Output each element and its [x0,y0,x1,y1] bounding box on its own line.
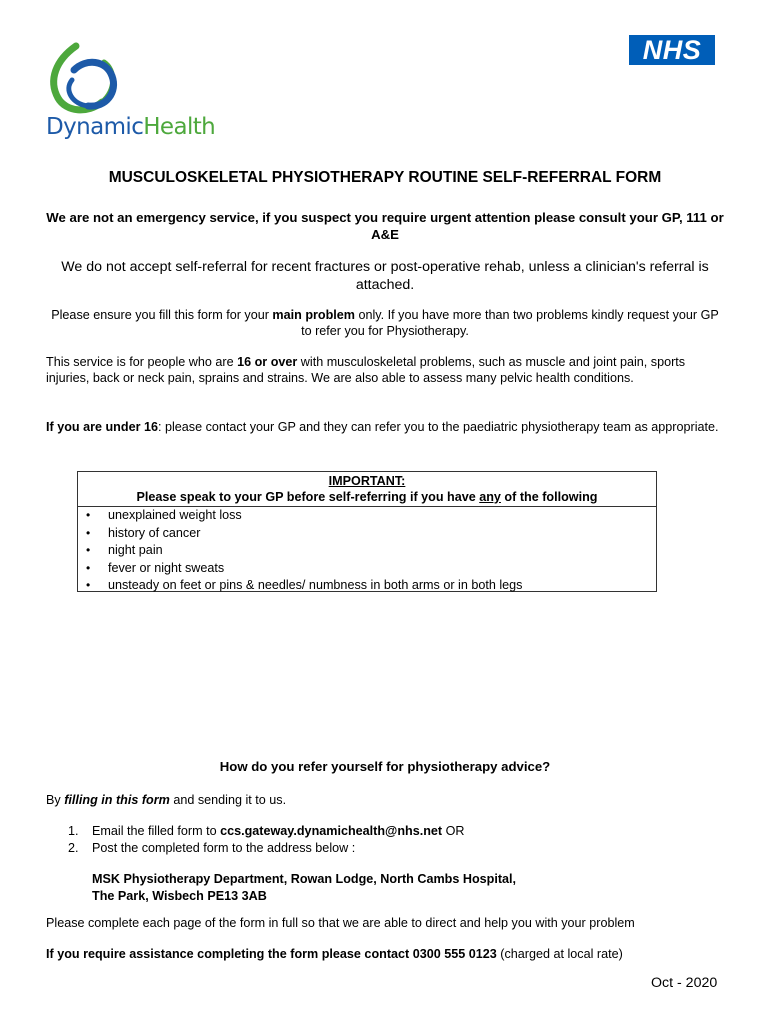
list-item: • history of cancer [108,525,656,543]
email-link[interactable]: ccs.gateway.dynamichealth@nhs.net [220,824,443,838]
complete-notice: Please complete each page of the form in full so that we are able to direct and help you with your problem [46,916,635,930]
logo-text: DynamicHealth [46,114,216,140]
important-box-header [78,472,656,507]
postal-address: MSK Physiotherapy Department, Rowan Lodge, North Cambs Hospital, The Park, Wisbech PE13 3AB [92,872,517,903]
list-item: • night pain [108,542,656,560]
main-problem-notice: Please ensure you fill this form for your main problem only. If you have more than two problems kindly request your GP to refer you for Physiotherapy. [51,308,719,338]
dynamic-health-swirl-icon [46,40,136,120]
page-title: MUSCULOSKELETAL PHYSIOTHERAPY ROUTINE SELF-REFERRAL FORM [108,169,662,186]
assistance-notice: If you require assistance completing the form please contact 0300 555 0123 (charged at local rate) [46,947,623,961]
list-item: • fever or night sweats [108,560,656,578]
list-item: 2. Post the completed form to the address below : [68,841,356,855]
dynamic-health-logo [44,40,234,150]
red-flag-list [78,507,656,595]
list-item: • unsteady on feet or pins & needles/ numbness in both arms or in both legs [108,577,656,595]
important-heading: IMPORTANT: [328,474,406,488]
emergency-notice: We are not an emergency service, if you suspect you require urgent attention please consult your GP, 111 or A&E [46,210,724,242]
steps-list [46,823,724,857]
how-intro: By filling in this form and sending it to us. [46,793,287,807]
important-box [77,471,657,592]
under-16-notice: If you are under 16: please contact your GP and they can refer you to the paediatric physiotherapy team as appropriate. [46,420,719,434]
nhs-logo: NHS [629,35,715,65]
form-date: Oct - 2020 [651,975,718,991]
list-item: • unexplained weight loss [108,507,656,525]
important-subheading: Please speak to your GP before self-referring if you have any of the following [136,490,598,504]
service-description: This service is for people who are 16 or over with musculoskeletal problems, such as muscle and joint pain, sports injuries, back or neck pain, sprains and strains. We are also able to assess many pelvic health conditions. [46,355,686,385]
no-accept-notice: We do not accept self-referral for recent fractures or post-operative rehab, unless a clinician's referral is attached. [61,259,709,293]
list-item: 1. Email the filled form to ccs.gateway.dynamichealth@nhs.net OR [68,824,465,838]
how-heading: How do you refer yourself for physiotherapy advice? [219,759,551,774]
